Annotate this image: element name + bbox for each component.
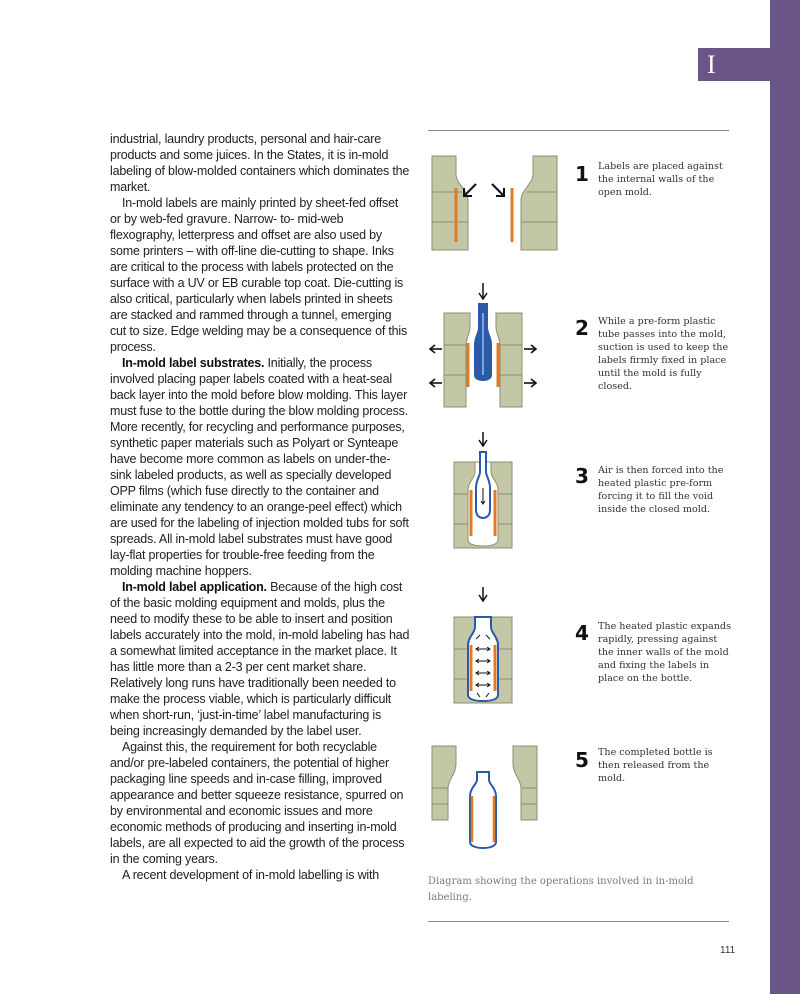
chapter-sidebar	[770, 0, 800, 994]
diagram-step-3	[428, 432, 738, 552]
top-rule	[428, 130, 729, 131]
page-number: 111	[720, 945, 736, 956]
diagram-step-1	[428, 152, 738, 272]
paragraph: In-mold labels are mainly printed by sheet-fed offset or by web-fed gravure. Narrow- to- mid-web flexography, letterpress and offset are also used by some printers – with off-line die-cutting to shape. Inks are critical to the process with labels protected on the surface with a UV or EB curable top coat. Die-cutting is also critical, particularly when labels printed in sheets are stacked and rammed through a tunnel, emerging cut to size. Edge welding may be a consequence of this process.	[110, 196, 408, 354]
step-number: 5	[575, 748, 589, 772]
paragraph: A recent development of in-mold labelling is with	[122, 868, 380, 882]
paragraph: In-mold label substrates. Initially, the process involved placing paper labels coated with a heat-seal back layer into the mold before blow molding. This layer must fuse to the bottle during the blow molding process. More recently, for recycling and performance purposes, synthetic paper materials such as Polyart or Synteape have become more common as labels on under-the-sink labeled products, as well as specially developed OPP films (which fuse directly to the container and eliminate any tendency to an orange-peel effect) which are used for the labeling of injection molded tubs for soft spreads. All in-mold label substrates must have good lay-flat properties for trouble-free feeding from the molding machine hoppers.	[110, 356, 409, 578]
expansion-illustration	[428, 587, 568, 707]
step-description: Air is then forced into the heated plastic pre-form forcing it to fill the void inside the closed mold.	[598, 465, 724, 515]
paragraph: Against this, the requirement for both recyclable and/or pre-labeled containers, the potential of higher packaging line speeds and in-case filling, improved appearance and better squeeze resistance, spurred on by environmental and economic issues and more economic methods of producing and inserting in-mold labels, are all expected to aid the growth of the process in the coming years.	[110, 740, 405, 866]
step-number: 2	[575, 316, 589, 340]
open-mold-illustration	[428, 152, 568, 257]
step-description: The completed bottle is then released from the mold.	[598, 747, 713, 784]
diagram-step-2	[428, 283, 738, 403]
paragraph: In-mold label application. Because of the high cost of the basic molding equipment and molds, plus the need to modify these to be able to insert and position labels accurately into the mold, in-mold labeling has had a somewhat limited acceptance in the market place. It has little more than a 2-3 per cent market share. Relatively long runs have traditionally been needed to make the process viable, which is particularly difficult when short-run, ‘just-in-time’ label manufacturing is being increasingly demanded by the label user.	[110, 580, 410, 738]
step-number: 1	[575, 162, 589, 186]
step-number: 3	[575, 464, 589, 488]
body-text	[110, 131, 410, 883]
subheading: In-mold label substrates.	[122, 356, 265, 370]
diagram-step-4	[428, 587, 738, 707]
step-description: While a pre-form plastic tube passes into the mold, suction is used to keep the labels firmly fixed in place until the mold is fully closed.	[598, 316, 729, 392]
released-bottle-illustration	[428, 742, 568, 852]
paragraph: industrial, laundry products, personal and hair-care products and some juices. In the States, it is in-mold labeling of blow-molded containers which dominates the market.	[110, 132, 410, 194]
subheading: In-mold label application.	[122, 580, 267, 594]
air-injection-illustration	[428, 432, 568, 552]
bottom-rule	[428, 921, 729, 922]
chapter-tab	[698, 48, 770, 81]
figure-caption: Diagram showing the operations involved in in-mold labeling.	[428, 876, 694, 903]
diagram-step-5	[428, 742, 738, 862]
chapter-marker: I	[707, 50, 716, 79]
step-number: 4	[575, 621, 589, 645]
step-description: The heated plastic expands rapidly, pressing against the inner walls of the mold and fixing the labels in place on the bottle.	[598, 621, 731, 684]
closing-mold-illustration	[428, 283, 568, 408]
step-description: Labels are placed against the internal walls of the open mold.	[598, 161, 723, 198]
